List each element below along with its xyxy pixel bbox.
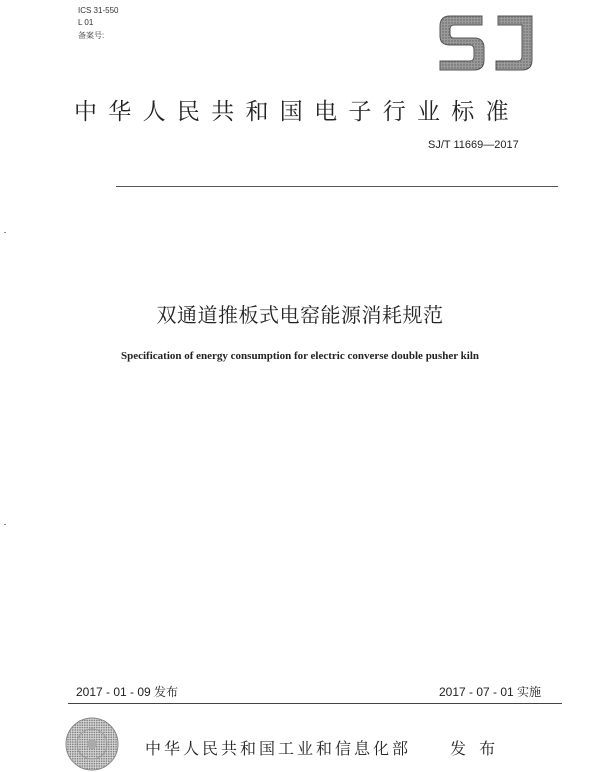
issue-label: 发 布	[450, 739, 500, 758]
standard-code: SJ/T 11669—2017	[428, 139, 519, 151]
official-seal-icon	[62, 712, 122, 772]
bottom-divider	[68, 703, 562, 704]
standard-category-title: 中华人民共和国电子行业标准	[74, 99, 520, 125]
document-title-chinese: 双通道推板式电窑能源消耗规范	[156, 303, 444, 327]
top-divider	[116, 186, 558, 187]
scan-speck	[4, 524, 6, 525]
issuing-authority: 中华人民共和国工业和信息化部	[145, 739, 412, 758]
scan-speck	[4, 232, 6, 233]
ics-number: ICS 31-550	[78, 6, 119, 15]
sj-logo-icon	[436, 10, 536, 76]
publish-date: 2017 - 01 - 09 发布	[76, 685, 179, 699]
record-number-label: 备案号:	[78, 31, 105, 40]
document-title-english: Specification of energy consumption for electric converse double pusher kiln	[121, 350, 479, 362]
implementation-date: 2017 - 07 - 01 实施	[439, 685, 542, 699]
classification-code: L 01	[78, 18, 94, 27]
